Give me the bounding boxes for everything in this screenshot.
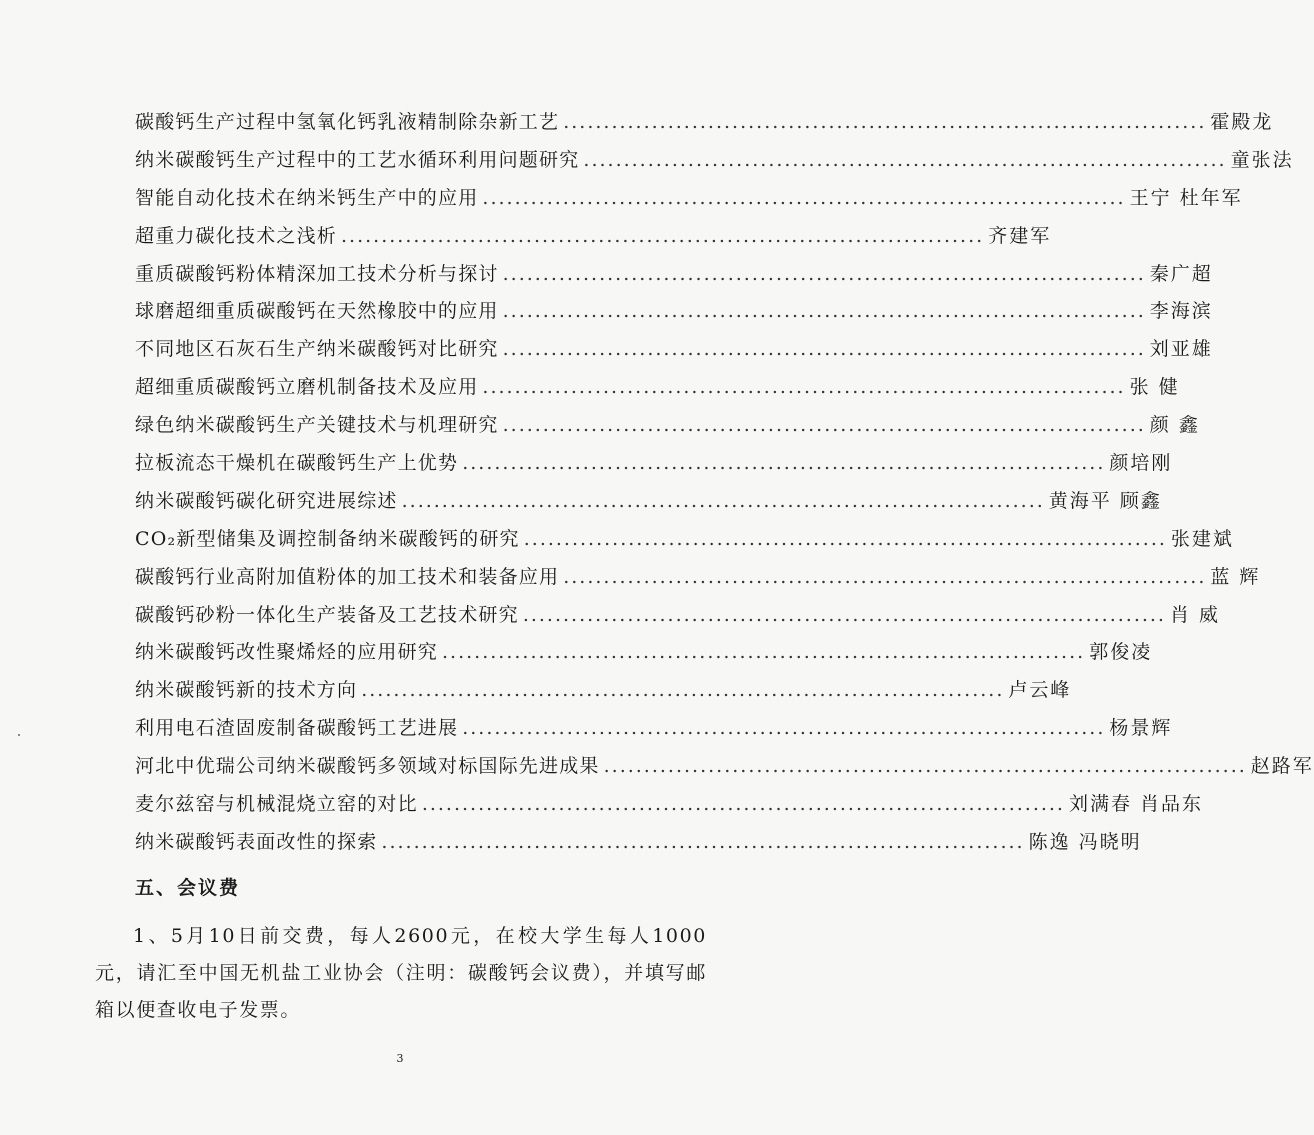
- paper-author: 蓝 辉: [1210, 565, 1261, 588]
- section-heading: 五、会议费: [135, 877, 241, 899]
- paper-author: 杨景辉: [1109, 717, 1173, 740]
- dot-leader: ................................................................................: [502, 414, 1146, 437]
- scan-speck: [18, 734, 20, 736]
- paper-title: 绿色纳米碳酸钙生产关键技术与机理研究: [135, 414, 499, 437]
- paper-title: 河北中优瑞公司纳米碳酸钙多领域对标国际先进成果: [135, 755, 600, 778]
- paper-author: 张 健: [1129, 376, 1180, 399]
- paper-entry: [135, 824, 1142, 862]
- paper-entry: [135, 180, 1243, 218]
- dot-leader: ................................................................................: [563, 565, 1207, 588]
- dot-leader: ................................................................................: [522, 603, 1166, 626]
- paper-entry: [135, 407, 1200, 445]
- paper-title: CO₂新型储集及调控制备纳米碳酸钙的研究: [135, 527, 520, 550]
- dot-leader: ................................................................................: [341, 224, 985, 247]
- paper-title: 球磨超细重质碳酸钙在天然橡胶中的应用: [135, 300, 499, 323]
- paper-entry: [135, 369, 1180, 407]
- paper-entry: [135, 597, 1221, 635]
- dot-leader: ................................................................................: [442, 641, 1086, 664]
- paper-entry: [135, 104, 1274, 142]
- dot-leader: ................................................................................: [583, 148, 1227, 171]
- paper-entry: [135, 634, 1153, 672]
- paper-author: 秦广超: [1149, 262, 1213, 285]
- paper-author: 霍殿龙: [1210, 111, 1274, 133]
- paper-author: 黄海平 顾鑫: [1048, 489, 1162, 512]
- paper-entry: [135, 445, 1173, 483]
- dot-leader: ................................................................................: [421, 793, 1065, 816]
- paper-author: 张建斌: [1170, 527, 1234, 550]
- paper-author: 刘满春 肖品东: [1068, 793, 1204, 816]
- paper-entry: [135, 710, 1173, 748]
- paper-author: 卢云峰: [1008, 679, 1072, 702]
- paper-author: 齐建军: [988, 224, 1052, 247]
- dot-leader: ................................................................................: [482, 186, 1126, 209]
- dot-leader: ................................................................................: [603, 755, 1247, 778]
- paper-title: 纳米碳酸钙表面改性的探索: [135, 830, 378, 853]
- paper-entry: [135, 786, 1204, 824]
- paper-title: 碳酸钙行业高附加值粉体的加工技术和装备应用: [135, 565, 560, 588]
- dot-leader: ................................................................................: [381, 830, 1025, 853]
- dot-leader: ................................................................................: [502, 300, 1146, 323]
- dot-leader: ................................................................................: [482, 376, 1126, 399]
- paper-entry: [135, 672, 1072, 710]
- paper-author: 李海滨: [1149, 300, 1213, 323]
- paper-author: 童张法: [1230, 148, 1294, 171]
- paper-author: 陈逸 冯晓明: [1028, 830, 1142, 853]
- paper-entry: [135, 559, 1261, 597]
- paper-entry: [135, 218, 1052, 256]
- paper-entry: [135, 483, 1162, 521]
- fee-paragraph: 1、5月10日前交费，每人2600元，在校大学生每人1000元，请汇至中国无机盐工业协会（注明：碳酸钙会议费），并填写邮箱以便查收电子发票。: [95, 925, 707, 1021]
- dot-leader: ................................................................................: [401, 489, 1045, 512]
- paper-title: 利用电石渣固废制备碳酸钙工艺进展: [135, 717, 459, 740]
- paper-entry: [135, 521, 1234, 559]
- paper-author: 颜 鑫: [1149, 414, 1200, 437]
- paper-author: 赵路军: [1250, 755, 1314, 778]
- paper-title: 碳酸钙砂粉一体化生产装备及工艺技术研究: [135, 603, 519, 626]
- paper-entry: [135, 142, 1294, 180]
- dot-leader: ................................................................................: [502, 262, 1146, 285]
- dot-leader: ................................................................................: [462, 452, 1106, 475]
- paper-title: 纳米碳酸钙新的技术方向: [135, 679, 358, 702]
- paper-author: 郭俊凌: [1089, 641, 1153, 664]
- paper-title: 纳米碳酸钙生产过程中的工艺水循环利用问题研究: [135, 148, 580, 171]
- dot-leader: ................................................................................: [462, 717, 1106, 740]
- paper-title: 碳酸钙生产过程中氢氧化钙乳液精制除杂新工艺: [135, 111, 560, 133]
- paper-title: 纳米碳酸钙改性聚烯烃的应用研究: [135, 641, 439, 664]
- page-number: 3: [396, 1052, 404, 1065]
- paper-entry: [135, 748, 1314, 786]
- paper-author: 肖 威: [1169, 603, 1221, 626]
- paper-entry: [135, 331, 1213, 369]
- paper-author: 王宁 杜年军: [1129, 186, 1243, 209]
- paper-title: 纳米碳酸钙碳化研究进展综述: [135, 489, 398, 512]
- dot-leader: ................................................................................: [563, 111, 1207, 133]
- dot-leader: ................................................................................: [502, 338, 1146, 361]
- paper-title: 重质碳酸钙粉体精深加工技术分析与探讨: [135, 262, 499, 285]
- paper-title: 不同地区石灰石生产纳米碳酸钙对比研究: [135, 338, 499, 361]
- dot-leader: ................................................................................: [523, 527, 1167, 550]
- paper-list: [135, 104, 1314, 862]
- paper-title: 智能自动化技术在纳米钙生产中的应用: [135, 186, 479, 209]
- paper-author: 刘亚雄: [1149, 338, 1213, 361]
- paper-title: 超重力碳化技术之浅析: [135, 224, 338, 247]
- paper-title: 麦尔兹窑与机械混烧立窑的对比: [135, 793, 418, 816]
- paper-entry: [135, 293, 1213, 331]
- paper-title: 拉板流态干燥机在碳酸钙生产上优势: [135, 452, 459, 475]
- paper-author: 颜培刚: [1109, 452, 1173, 475]
- paper-entry: [135, 256, 1213, 294]
- dot-leader: ................................................................................: [361, 679, 1005, 702]
- paper-title: 超细重质碳酸钙立磨机制备技术及应用: [135, 376, 479, 399]
